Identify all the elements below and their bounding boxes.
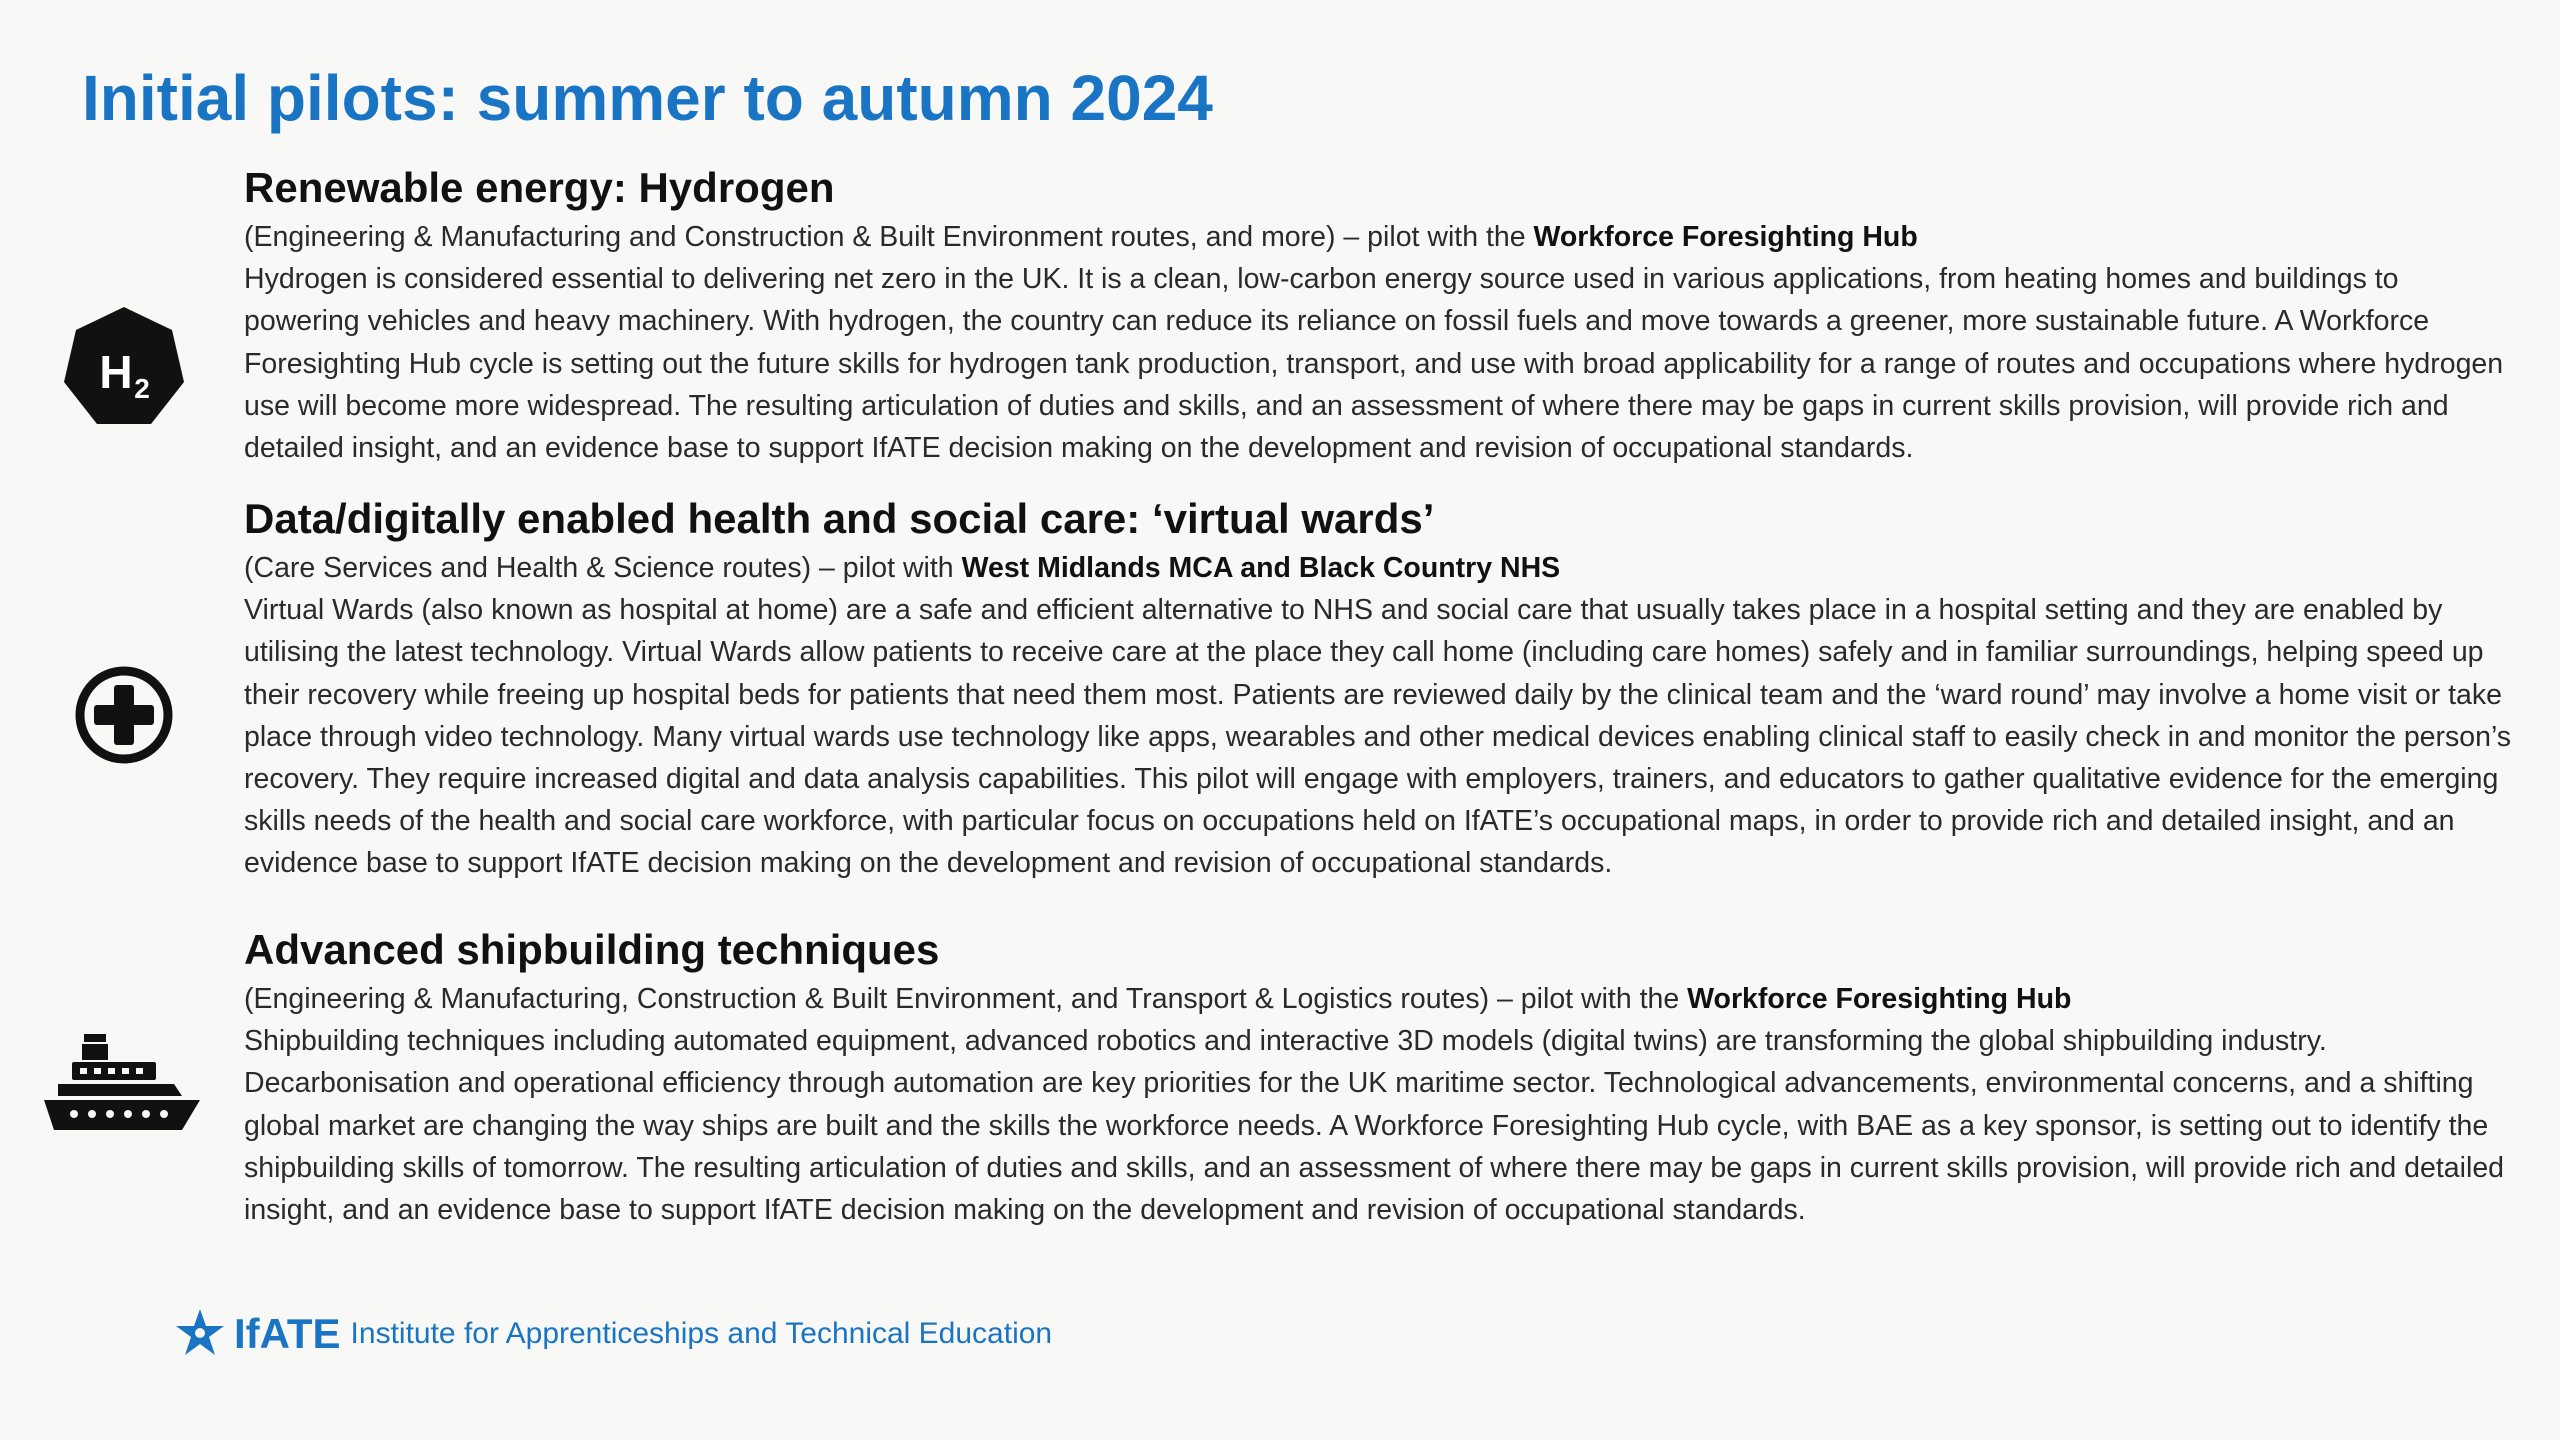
hydrogen-icon-symbol: H bbox=[99, 346, 133, 398]
section-body: Shipbuilding techniques including automated equipment, advanced robotics and interactive 3D models (digital twins) are transforming the global shipbuilding industry. Decarbonisation and operational efficiency through automation are key priorities for the UK maritime sector. Technological advancements, environmental concerns, and a shifting global market are changing the way ships are built and the skills the workforce needs. A Workforce Foresighting Hub cycle, with BAE as a key sponsor, is setting out to identify the shipbuilding skills of tomorrow. The resulting articulation of duties and skills, and an assessment of where there may be gaps in current skills provision, will provide rich and detailed insight, and an evidence base to support IfATE decision making on the development and revision of occupational standards. bbox=[244, 1025, 2505, 1227]
ship-icon bbox=[44, 1032, 200, 1132]
pilot-partner: West Midlands MCA and Black Country NHS bbox=[961, 552, 1561, 584]
hydrogen-icon-subscript: 2 bbox=[134, 373, 150, 404]
section-heading: Advanced shipbuilding techniques bbox=[244, 926, 940, 973]
section-routes bbox=[244, 547, 2514, 589]
section-content bbox=[244, 922, 2514, 1231]
routes-text: (Engineering & Manufacturing and Construction & Built Environment routes, and more) – pilot with the bbox=[244, 221, 1534, 253]
hydrogen-heptagon-icon bbox=[60, 304, 188, 434]
section-heading: Renewable energy: Hydrogen bbox=[244, 164, 835, 211]
routes-text: (Care Services and Health & Science routes) – pilot with bbox=[244, 552, 962, 584]
section-content bbox=[244, 491, 2514, 885]
logo-brand: IfATE bbox=[234, 1310, 341, 1357]
pilot-partner: Workforce Foresighting Hub bbox=[1687, 983, 2072, 1015]
page-title: Initial pilots: summer to autumn 2024 bbox=[82, 62, 1213, 134]
logo-organisation-name: Institute for Apprenticeships and Technical Education bbox=[350, 1317, 1053, 1350]
ifate-logo bbox=[172, 1306, 1052, 1362]
section-body: Hydrogen is considered essential to delivering net zero in the UK. It is a clean, low-carbon energy source used in various applications, from heating homes and buildings to powering vehicles and heavy machinery. With hydrogen, the country can reduce its reliance on fossil fuels and move towards a greener, more sustainable future. A Workforce Foresighting Hub cycle is setting out the future skills for hydrogen tank production, transport, and use with broad applicability for a range of routes and occupations where hydrogen use will become more widespread. The resulting articulation of duties and skills, and an assessment of where there may be gaps in current skills provision, will provide rich and detailed insight, and an evidence base to support IfATE decision making on the development and revision of occupational standards. bbox=[244, 263, 2504, 465]
section-routes bbox=[244, 216, 2514, 258]
section-body: Virtual Wards (also known as hospital at home) are a safe and efficient alternative to NHS and social care that usually takes place in a hospital setting and they are enabled by utilising the latest technology. Virtual Wards allow patients to receive care at the place they call home (including care homes) safely and in familiar surroundings, helping speed up their recovery while freeing up hospital beds for patients that need them most. Patients are reviewed daily by the clinical team and the ‘ward round’ may involve a home visit or take place through video technology. Many virtual wards use technology like apps, wearables and other medical devices enabling clinical staff to easily check in and monitor the person’s recovery. They require increased digital and data analysis capabilities. This pilot will engage with employers, trainers, and educators to gather qualitative evidence for the emerging skills needs of the health and social care workforce, with particular focus on occupations held on IfATE’s occupational maps, in order to provide rich and detailed insight, and an evidence base to support IfATE decision making on the development and revision of occupational standards. bbox=[244, 594, 2512, 880]
medical-cross-icon bbox=[72, 663, 176, 767]
section-content bbox=[244, 160, 2514, 469]
section-routes bbox=[244, 978, 2514, 1020]
ifate-star-icon bbox=[172, 1306, 228, 1362]
section-heading: Data/digitally enabled health and social care: ‘virtual wards’ bbox=[244, 495, 1435, 542]
pilot-partner: Workforce Foresighting Hub bbox=[1533, 221, 1918, 253]
routes-text: (Engineering & Manufacturing, Construction & Built Environment, and Transport & Logistics routes) – pilot with the bbox=[244, 983, 1688, 1015]
